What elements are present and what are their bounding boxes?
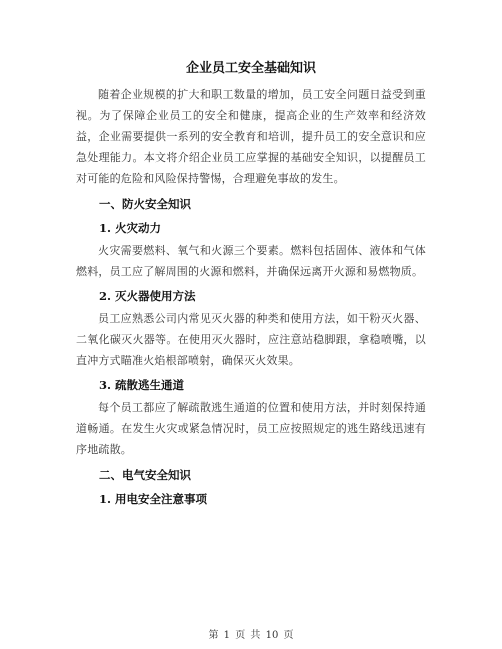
intro-paragraph: 随着企业规模的扩大和职工数量的增加，员工安全问题日益受到重视。为了保障企业员工的安全和健康，提高企业的生产效率和经济效益，企业需要提供一系列的安全教育和培训，提升员工的安全意识和应急处理能力。本文将介绍企业员工应掌握的基础安全知识，以提醒员工对可能的危险和风险保持警惕，合理避免事故的发生。 [76,88,426,185]
subsection-heading-extinguisher-usage: 2. 灭火器使用方法 [99,289,196,303]
subsection-heading-fire-dynamics: 1. 火灾动力 [99,221,162,235]
paragraph-evacuation-routes: 每个员工都应了解疏散逃生通道的位置和使用方法，并时刻保持通道畅通。在发生火灾或紧急情况时，员工应按照规定的逃生路线迅速有序地疏散。 [76,401,426,456]
paragraph-extinguisher-usage: 员工应熟悉公司内常见灭火器的种类和使用方法，如干粉灭火器、二氧化碳灭火器等。在使用灭火器时，应注意站稳脚跟，拿稳喷嘴，以直冲方式瞄准火焰根部喷射，确保灭火效果。 [76,312,426,367]
document-body [76,60,426,511]
subsection-heading-electrical-precautions: 1. 用电安全注意事项 [99,492,208,506]
subsection-heading-evacuation-routes: 3. 疏散逃生通道 [99,378,185,392]
section-heading-electrical-safety: 二、电气安全知识 [99,468,191,482]
page-number-footer: 第 1 页 共 10 页 [208,630,294,641]
paragraph-fire-dynamics: 火灾需要燃料、氧气和火源三个要素。燃料包括固体、液体和气体燃料，员工应了解周围的火源和燃料，并确保远离开火源和易燃物质。 [76,244,426,278]
document-title: 企业员工安全基础知识 [185,61,316,76]
section-heading-fire-safety: 一、防火安全知识 [99,197,191,211]
